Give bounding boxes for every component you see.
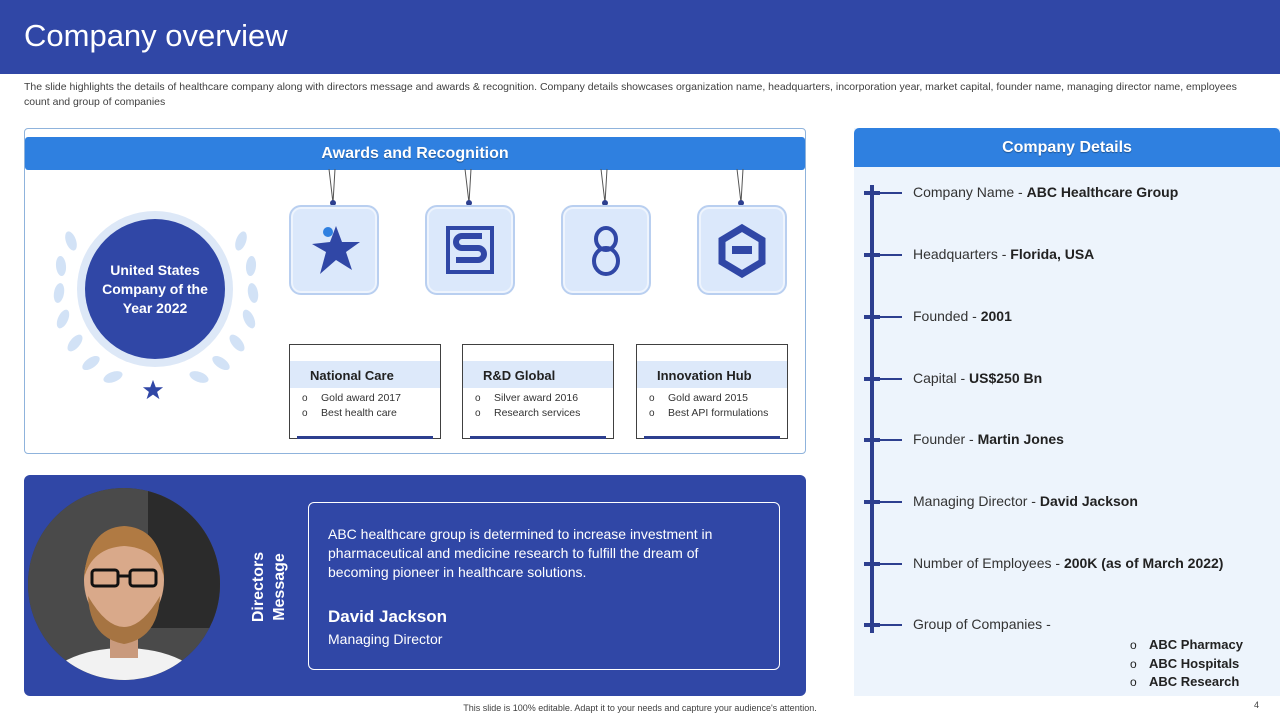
card-accent (644, 436, 780, 439)
detail-value: Martin Jones (977, 431, 1064, 447)
awards-title: Awards and Recognition (321, 145, 509, 162)
plus-marker-icon (864, 432, 880, 448)
page-number: 4 (1254, 700, 1260, 710)
tag-string (599, 169, 611, 207)
card-accent (297, 436, 433, 439)
company-details-title: Company Details (1002, 139, 1132, 156)
message-box (308, 502, 780, 670)
award-card (462, 344, 614, 439)
plus-marker-icon (864, 247, 880, 263)
footer-note: This slide is 100% editable. Adapt it to your needs and capture your audience's attention. (463, 703, 817, 713)
tag-string (327, 169, 339, 207)
company-details-header (854, 128, 1280, 167)
group-companies-list (1130, 636, 1243, 692)
detail-label: Capital - (913, 370, 970, 386)
directors-message-panel (24, 475, 806, 696)
card-list (475, 391, 580, 421)
infinity-eight-icon (578, 222, 634, 278)
group-company-item: o ABC Research (1130, 673, 1243, 692)
detail-label: Headquarters - (913, 246, 1011, 262)
title-bar (0, 0, 1280, 74)
group-company-item: o ABC Hospitals (1130, 655, 1243, 674)
director-name: David Jackson (328, 607, 448, 626)
s-logo-icon (442, 222, 498, 278)
page-title: Company overview (24, 18, 288, 53)
person-portrait-icon (28, 488, 220, 680)
plus-marker-icon (864, 494, 880, 510)
detail-label: Group of Companies - (913, 616, 1051, 632)
detail-value: David Jackson (1039, 493, 1138, 509)
star-person-icon (306, 222, 362, 278)
card-title: Innovation Hub (657, 368, 752, 383)
detail-label: Number of Employees - (913, 555, 1064, 571)
plus-marker-icon (864, 185, 880, 201)
director-photo (28, 488, 220, 680)
director-role: Managing Director (328, 631, 443, 647)
detail-label: Founder - (913, 431, 978, 447)
card-header (290, 361, 440, 388)
card-item: o Gold award 2017 (302, 391, 401, 406)
medal-center (85, 219, 225, 359)
award-card (289, 344, 441, 439)
director-message-text: ABC healthcare group is determined to increase investment in pharmaceutical and medicine research to fulfill the dream of becoming pioneer in healthcare solutions. (328, 526, 713, 580)
star-icon (142, 379, 164, 401)
slide-description: The slide highlights the details of healthcare company along with directors message and awards & recognition. Company details showcases organization name, headquarters, incorporation year, market capital, founder name, managing director name, employees count and group of companies (24, 81, 1237, 108)
card-header (637, 361, 787, 388)
awards-header (25, 137, 805, 170)
award-medal (77, 211, 233, 367)
tag-string (735, 169, 747, 207)
detail-value: ABC Healthcare Group (1026, 184, 1179, 200)
award-tag-innovation-hub (561, 205, 651, 295)
company-details-panel (854, 128, 1280, 696)
detail-value: Florida, USA (1010, 246, 1095, 262)
card-item: o Research services (475, 406, 580, 421)
plus-marker-icon (864, 556, 880, 572)
detail-value: 200K (as of March 2022) (1063, 555, 1224, 571)
award-card (636, 344, 788, 439)
directors-message-label (224, 547, 314, 627)
award-tag-national-care (289, 205, 379, 295)
card-title: National Care (310, 368, 394, 383)
plus-marker-icon (864, 371, 880, 387)
detail-label: Managing Director - (913, 493, 1040, 509)
card-item: o Silver award 2016 (475, 391, 580, 406)
label-line: Message (271, 553, 288, 621)
detail-label: Company Name - (913, 184, 1027, 200)
card-item: o Best API formulations (649, 406, 768, 421)
card-item: o Gold award 2015 (649, 391, 768, 406)
plus-marker-icon (864, 617, 880, 633)
award-tag-fourth (697, 205, 787, 295)
card-list (302, 391, 401, 421)
label-line: Directors (250, 551, 267, 623)
detail-value: 2001 (980, 308, 1012, 324)
awards-panel (24, 128, 806, 454)
medal-text: United States Company of the Year 2022 (102, 261, 208, 316)
card-accent (470, 436, 606, 439)
plus-marker-icon (864, 309, 880, 325)
detail-value: US$250 Bn (969, 370, 1043, 386)
card-list (649, 391, 768, 421)
card-header (463, 361, 613, 388)
hexagon-logo-icon (714, 222, 770, 278)
card-item: o Best health care (302, 406, 401, 421)
group-company-item: o ABC Pharmacy (1130, 636, 1243, 655)
detail-label: Founded - (913, 308, 981, 324)
card-title: R&D Global (483, 368, 556, 383)
award-tag-rd-global (425, 205, 515, 295)
tag-string (463, 169, 475, 207)
